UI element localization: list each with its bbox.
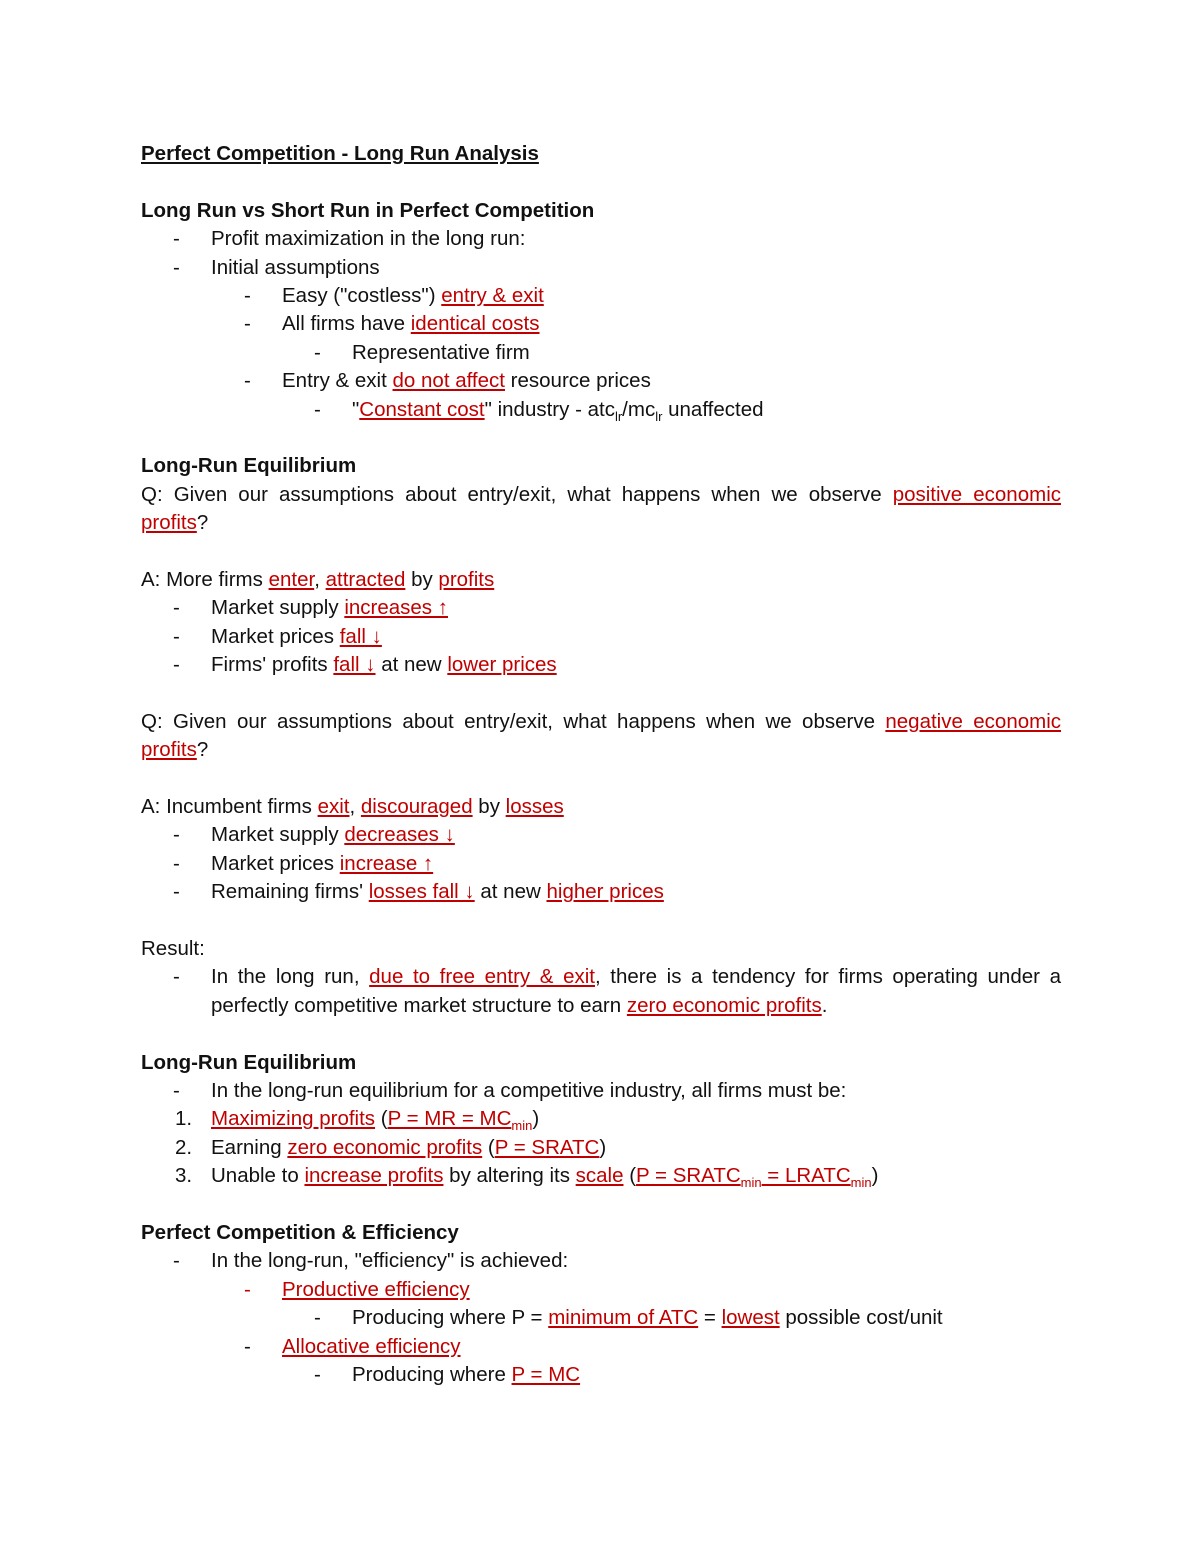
bullet-item: - Profit maximization in the long run: — [173, 227, 526, 251]
bullet-item: - In the long-run, "efficiency" is achieved: — [173, 1249, 569, 1273]
highlighted-term: do not affect — [392, 369, 505, 393]
bullet-item: - "Constant cost" industry - $atc_{lr}/mc_{lr}$ unaffected — [314, 397, 764, 424]
answer-paragraph: A: Incumbent firms exit, discouraged by losses — [141, 795, 564, 819]
bullet-item: - Market supply decreases ↓ — [173, 823, 455, 847]
highlighted-term: Constant cost — [359, 397, 485, 421]
answer-paragraph: A: More firms enter, attracted by profits — [141, 567, 495, 591]
document-body — [141, 140, 1061, 1389]
section-heading-long-run-equilibrium: Long-Run Equilibrium — [141, 454, 357, 478]
bullet-item: - Firms' profits fall ↓ at new lower prices — [173, 653, 557, 677]
bullet-item: - Allocative efficiency — [244, 1334, 461, 1358]
highlighted-term: negative economic profits — [141, 709, 1061, 762]
result-label: Result: — [141, 937, 205, 960]
bullet-item: - Market prices increase ↑ — [173, 851, 434, 875]
highlighted-term: identical costs — [410, 312, 540, 336]
bullet-item: - In the long run, due to free entry & exit, there is a tendency for firms operating under a perfectly competitive market structure to earn zero economic profits. — [173, 965, 1061, 1017]
numbered-item: 3. Unable to increase profits by altering its scale ($P = SRATC_{min}$ = $LRATC_{min}$) — [175, 1164, 879, 1191]
bullet-item: - Initial assumptions — [173, 255, 380, 279]
bullet-item: - Entry & exit do not affect resource prices — [244, 369, 651, 393]
bullet-item: - Market prices fall ↓ — [173, 624, 382, 648]
bullet-item: - In the long-run equilibrium for a competitive industry, all firms must be: — [173, 1078, 847, 1102]
highlighted-term: entry & exit — [441, 283, 544, 307]
bullet-item: - Producing where P = minimum of ATC = lowest possible cost/unit — [314, 1306, 943, 1330]
section-heading-long-vs-short: Long Run vs Short Run in Perfect Competition — [141, 198, 595, 222]
section-heading-long-run-equilibrium-2: Long-Run Equilibrium — [141, 1050, 357, 1074]
bullet-item: - Market supply increases ↑ — [173, 596, 448, 620]
bullet-item: - Remaining firms' losses fall ↓ at new higher prices — [173, 880, 664, 904]
question-paragraph: Q: Given our assumptions about entry/exit, what happens when we observe negative economic profits? — [141, 709, 1061, 762]
document-title: Perfect Competition - Long Run Analysis — [141, 142, 539, 165]
bullet-item: - All firms have identical costs — [244, 312, 540, 336]
highlighted-term: positive economic profits — [141, 482, 1061, 535]
bullet-item: - Producing where P = MC — [314, 1362, 581, 1386]
bullet-item: - Productive efficiency — [244, 1277, 470, 1301]
bullet-item: - Representative firm — [314, 340, 530, 364]
numbered-item: 2. Earning zero economic profits (P = SRATC) — [175, 1135, 607, 1159]
bullet-item: - Easy ("costless") entry & exit — [244, 283, 544, 307]
numbered-item: 1. Maximizing profits (P = MR = $MC_{min}$) — [175, 1107, 540, 1134]
question-paragraph: Q: Given our assumptions about entry/exit, what happens when we observe positive economic profits? — [141, 482, 1061, 535]
section-heading-efficiency: Perfect Competition & Efficiency — [141, 1220, 459, 1244]
